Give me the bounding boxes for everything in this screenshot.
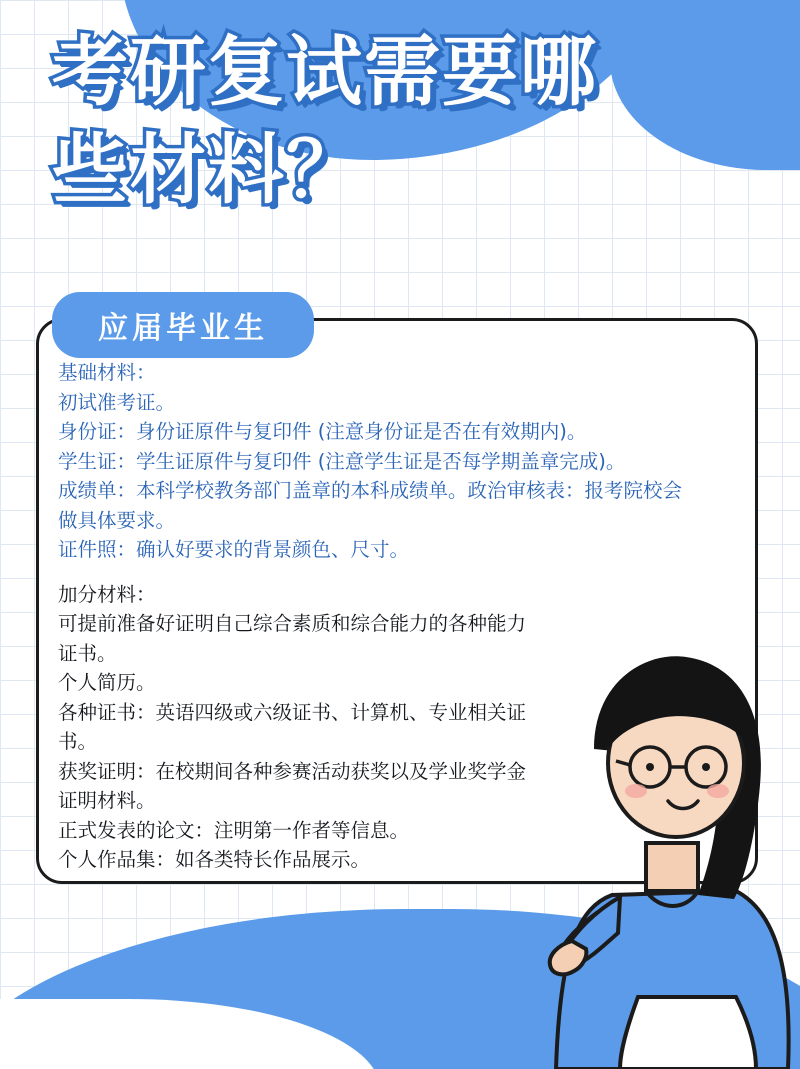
content-line: 获奖证明：在校期间各种参赛活动获奖以及学业奖学金 <box>58 759 527 783</box>
content-line: 书。 <box>58 730 98 753</box>
content-line: 初试准考证。 <box>58 390 176 414</box>
title-line-2: 些材料？ <box>52 125 364 214</box>
section-pill-label: 应届毕业生 <box>52 292 314 358</box>
content-line: 证明材料。 <box>58 789 156 812</box>
poster-title <box>52 26 752 216</box>
content-line: 证件照：确认好要求的背景颜色、尺寸。 <box>58 538 410 561</box>
content-line: 证书。 <box>58 641 117 665</box>
girl-with-glasses-illustration <box>520 645 800 1069</box>
content-line: 各种证书：英语四级或六级证书、计算机、专业相关证 <box>58 700 527 724</box>
content-line: 基础材料： <box>58 361 156 384</box>
content-line: 学生证：学生证原件与复印件 (注意学生证是否每学期盖章完成)。 <box>58 449 626 473</box>
content-line: 可提前准备好证明自己综合素质和综合能力的各种能力 <box>58 612 527 635</box>
content-line: 身份证：身份证原件与复印件 (注意身份证是否在有效期内)。 <box>58 420 587 443</box>
content-line: 加分材料： <box>58 582 156 606</box>
content-line: 做具体要求。 <box>58 508 176 532</box>
content-line: 个人作品集：如各类特长作品展示。 <box>58 848 371 871</box>
content-line: 个人简历。 <box>58 671 156 694</box>
content-line: 成绩单：本科学校教务部门盖章的本科成绩单。政治审核表：报考院校会 <box>58 479 683 502</box>
content-line: 正式发表的论文：注明第一作者等信息。 <box>58 818 410 842</box>
title-line-1: 考研复试需要哪 <box>52 27 598 116</box>
